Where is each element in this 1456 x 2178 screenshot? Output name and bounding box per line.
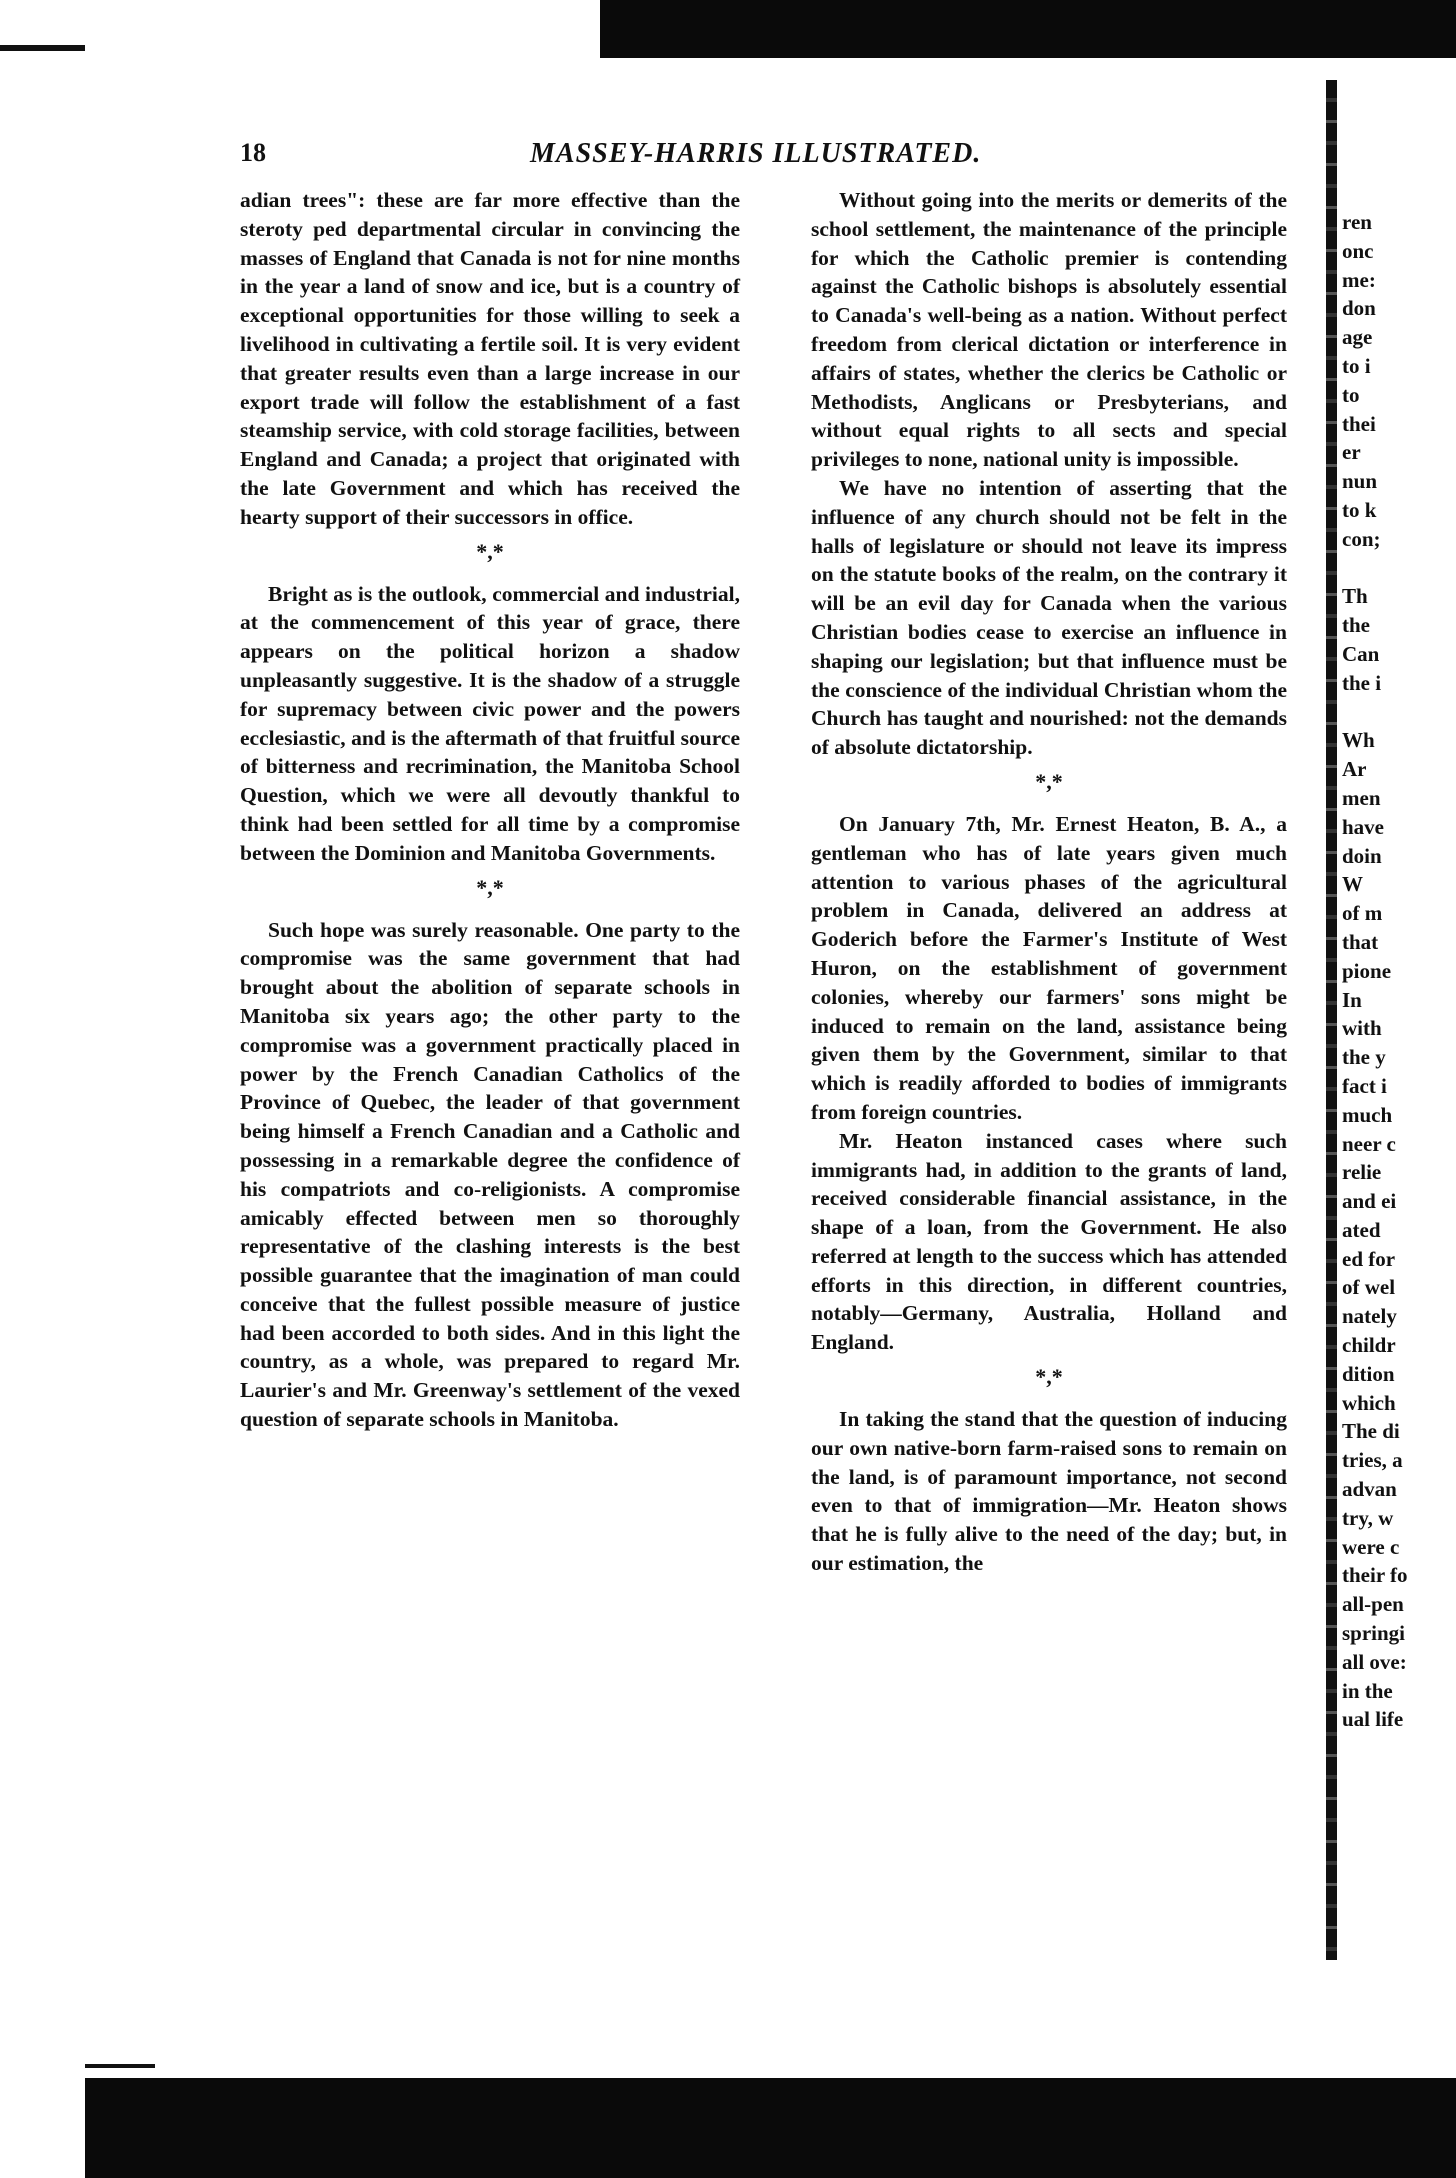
adjacent-line-fragment: to i: [1342, 353, 1371, 378]
adjacent-line-fragment: and ei: [1342, 1189, 1397, 1214]
adjacent-line-fragment: try, w: [1342, 1505, 1394, 1530]
adjacent-line-fragment: [1342, 554, 1456, 583]
column-rule: [1326, 80, 1337, 1960]
paragraph: We have no intention of asserting that the influence of any church should not be felt in the halls of legislature or should not leave its impress on the statute books of the realm, on the contrary it will be an evil day for Canada when the various Christian bodies cease to exercise an influence in shaping our legislation; but that influence must be the conscience of the individual Christian whom the Church has taught and nourished: not the demands of absolute dictatorship.: [811, 475, 1287, 760]
adjacent-line-fragment: all-pen: [1342, 1592, 1404, 1617]
adjacent-line-fragment: pione: [1342, 958, 1392, 983]
adjacent-line-fragment: Can: [1342, 641, 1380, 666]
section-separator: *,*: [1035, 1364, 1063, 1390]
adjacent-line-fragment: of m: [1342, 901, 1383, 926]
adjacent-line-fragment: In: [1342, 987, 1362, 1012]
paragraph: adian trees": these are far more effective than the steroty ped departmental circular in convincing the masses of England that Canada is not for nine months in the year a land of snow and ice, but is a country of exceptional opportunities for those willing to seek a livelihood in cultivating a fertile soil. It is very evident that greater results even than a large increase in our export trade will follow the establishment of a fast steamship service, with cold storage facilities, between England and Canada; a project that originated with the late Government and which has received the hearty support of their successors in office.: [240, 188, 740, 529]
adjacent-line-fragment: springi: [1342, 1621, 1406, 1646]
adjacent-line-fragment: tries, a: [1342, 1448, 1403, 1473]
paragraph: Mr. Heaton instanced cases where such immigrants had, in addition to the grants of land, received considerable financial assistance, in the shape of a loan, from the Government. He also referred at length to the success which has attended efforts in this direction, in different countries, notably—Germany, Australia, Holland and England.: [811, 1128, 1287, 1355]
adjacent-line-fragment: have: [1342, 814, 1384, 839]
adjacent-line-fragment: of wel: [1342, 1275, 1396, 1300]
page-number: 18: [240, 138, 266, 167]
adjacent-line-fragment: Wh: [1342, 728, 1375, 753]
adjacent-line-fragment: nately: [1342, 1304, 1397, 1329]
adjacent-line-fragment: childr: [1342, 1333, 1396, 1358]
adjacent-line-fragment: er: [1342, 440, 1361, 465]
adjacent-line-fragment: don: [1342, 296, 1376, 321]
adjacent-line-fragment: dition: [1342, 1361, 1395, 1386]
paragraph: In taking the stand that the question of inducing our own native-born farm-raised sons to remain on the land, is of paramount importance, not second even to that of immigration—Mr. Heaton shows that he is fully alive to the need of the day; but, in our estimation, the: [811, 1407, 1287, 1576]
adjacent-line-fragment: me:: [1342, 267, 1376, 292]
page-header: [240, 138, 1300, 174]
adjacent-line-fragment: ren: [1342, 210, 1372, 234]
adjacent-line-fragment: thei: [1342, 411, 1376, 436]
adjacent-line-fragment: in the: [1342, 1678, 1393, 1703]
running-title: MASSEY-HARRIS ILLUSTRATED.: [530, 138, 982, 169]
adjacent-line-fragment: which: [1342, 1390, 1396, 1415]
adjacent-line-fragment: to k: [1342, 497, 1377, 522]
adjacent-line-fragment: the: [1342, 613, 1370, 638]
adjacent-page-column: [1342, 208, 1456, 1734]
adjacent-line-fragment: ual life: [1342, 1707, 1404, 1732]
paragraph: Without going into the merits or demerits of the school settlement, the maintenance of the principle for which the Catholic premier is contending against the Catholic bishops is absolutely essential to Canada's well-being as a nation. Without perfect freedom from clerical dictation or interference in affairs of states, whether the clerics be Catholic or Methodists, Anglicans or Presbyterians, and without equal rights to all sects and special privileges to none, national unity is impossible.: [811, 188, 1287, 472]
section-separator: *,*: [476, 874, 504, 900]
adjacent-line-fragment: the i: [1342, 670, 1382, 695]
top-scan-mark: [0, 45, 85, 51]
adjacent-line-fragment: The di: [1342, 1419, 1400, 1444]
adjacent-line-fragment: onc: [1342, 238, 1374, 263]
middle-column: [811, 186, 1287, 1578]
bottom-scan-bar: [85, 2078, 1456, 2178]
adjacent-line-fragment: doin: [1342, 843, 1382, 868]
adjacent-line-fragment: men: [1342, 785, 1381, 810]
adjacent-line-fragment: that: [1342, 929, 1379, 954]
adjacent-line-fragment: ed for: [1342, 1246, 1396, 1271]
adjacent-line-fragment: con;: [1342, 526, 1381, 551]
adjacent-line-fragment: much: [1342, 1102, 1393, 1127]
adjacent-line-fragment: [1342, 698, 1456, 727]
adjacent-line-fragment: age: [1342, 325, 1373, 350]
bottom-scan-mark: [85, 2064, 155, 2068]
adjacent-line-fragment: the y: [1342, 1045, 1386, 1070]
adjacent-line-fragment: their fo: [1342, 1563, 1408, 1588]
adjacent-line-fragment: W: [1342, 872, 1363, 897]
adjacent-line-fragment: fact i: [1342, 1073, 1387, 1098]
adjacent-line-fragment: neer c: [1342, 1131, 1396, 1156]
left-column: [240, 186, 740, 1434]
adjacent-line-fragment: Th: [1342, 584, 1368, 609]
section-separator: *,*: [1035, 768, 1063, 794]
adjacent-line-fragment: with: [1342, 1016, 1382, 1041]
top-scan-bar: [600, 0, 1456, 58]
adjacent-line-fragment: ated: [1342, 1217, 1381, 1242]
adjacent-line-fragment: all ove:: [1342, 1649, 1407, 1674]
adjacent-line-fragment: to: [1342, 382, 1360, 407]
paragraph: Such hope was surely reasonable. One party to the compromise was the same government that had brought about the abolition of separate schools in Manitoba six years ago; the other party to the compromise was a government practically placed in power by the French Canadian Catholics of the Province of Quebec, the leader of that government being himself a French Canadian and a Catholic and possessing in a remarkable degree the confidence of his compatriots and co-religionists. A compromise amicably effected between men so thoroughly representative of the clashing interests is the best possible guarantee that the imagination of man could conceive that the fullest possible measure of justice had been accorded to both sides. And in this light the country, as a whole, was prepared to regard Mr. Laurier's and Mr. Greenway's settlement of the vexed question of separate schools in Manitoba.: [240, 917, 740, 1432]
adjacent-line-fragment: advan: [1342, 1477, 1397, 1502]
paragraph: Bright as is the outlook, commercial and industrial, at the commencement of this year of grace, there appears on the political horizon a shadow unpleasantly suggestive. It is the shadow of a struggle for supremacy between civic power and the powers ecclesiastic, and is the aftermath of that fruitful source of bitterness and recrimination, the Manitoba School Question, which we were all devoutly thankful to think had been settled for all time by a compromise between the Dominion and Manitoba Governments.: [240, 581, 740, 865]
adjacent-line-fragment: Ar: [1342, 757, 1367, 782]
adjacent-line-fragment: nun: [1342, 469, 1378, 494]
section-separator: *,*: [476, 538, 504, 564]
adjacent-line-fragment: were c: [1342, 1534, 1400, 1559]
paragraph: On January 7th, Mr. Ernest Heaton, B. A., a gentleman who has of late years given much attention to various phases of the agricultural problem in Canada, delivered an address at Goderich before the Farmer's Institute of West Huron, on the establishment of government colonies, whereby our farmers' sons might be induced to remain on the land, assistance being given them by the Government, similar to that which is readily afforded to bodies of immigrants from foreign countries.: [811, 811, 1287, 1124]
adjacent-line-fragment: relie: [1342, 1160, 1382, 1185]
